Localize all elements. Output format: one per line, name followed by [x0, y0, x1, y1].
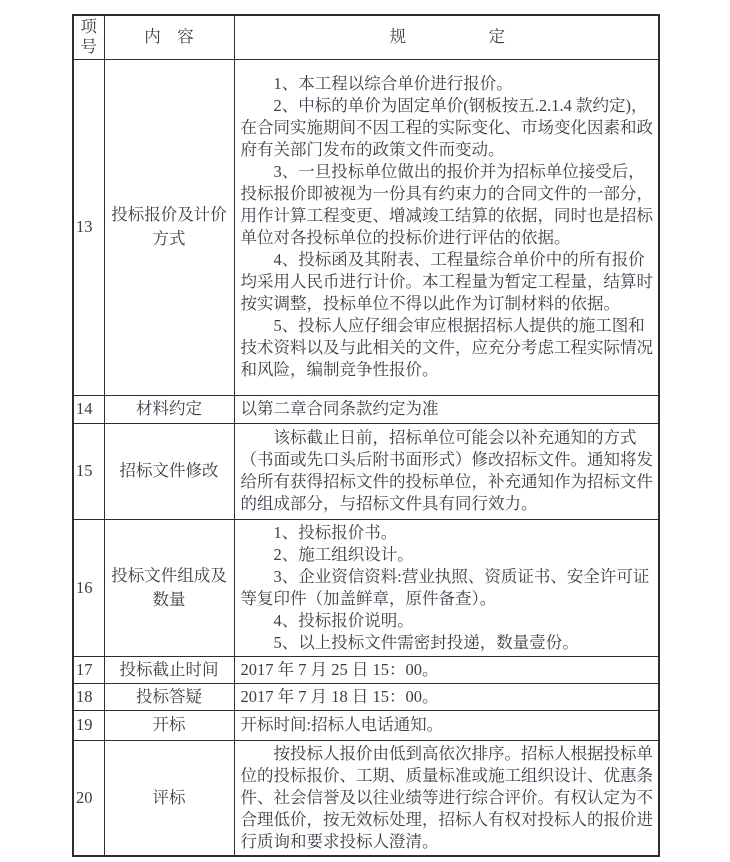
- item-no: 19: [73, 710, 104, 740]
- item-content: 材料约定: [104, 395, 234, 423]
- table-row-14: [73, 395, 659, 423]
- table-row-20: [73, 740, 659, 856]
- rule-paragraph: 按投标人报价由低到高依次排序。招标人根据投标单位的投标报价、工期、质量标准或施工组织设计、优惠条件、社会信誉及以往业绩等进行综合评价。有权认定为不合理低价，按无效标处理，招标人有权对投标人的报价进行质询和要求投标人澄清。: [240, 743, 653, 851]
- item-content: 开标: [104, 710, 234, 740]
- table-row-16: [73, 519, 659, 656]
- rule-paragraph: 2、施工组织设计。: [273, 544, 414, 564]
- table-row-17: [73, 656, 659, 683]
- item-rules: [234, 519, 659, 656]
- item-rules: [234, 423, 659, 519]
- item-no: 20: [73, 740, 104, 856]
- rule-paragraph: 该标截止日前，招标单位可能会以补充通知的方式（书面或先口头后附书面形式）修改招标文件。通知将发给所有获得招标文件的投标单位，补充通知作为招标文件的组成部分，与招标文件具有同行效力。: [240, 428, 653, 513]
- rule-paragraph: 以第二章合同条款约定为准: [240, 399, 439, 418]
- item-rules: [234, 395, 659, 423]
- bid-terms-table: [72, 14, 660, 857]
- item-rules: [234, 683, 659, 710]
- rule-paragraph: 1、投标报价书。: [273, 522, 398, 542]
- table-row-19: [73, 710, 659, 740]
- item-content: 投标报价及计价方式: [104, 59, 234, 395]
- rule-paragraph: 4、投标函及其附表、工程量综合单价中的所有报价均采用人民币进行计价。本工程量为暂定工程量，结算时按实调整，投标单位不得以此作为订制材料的依据。: [240, 250, 653, 313]
- item-rules: [234, 710, 659, 740]
- item-rules: [234, 656, 659, 683]
- rule-paragraph: 3、一旦投标单位做出的报价并为招标单位接受后，投标报价即被视为一份具有约束力的合同文件的一部分，用作计算工程变更、增减竣工结算的依据，同时也是招标单位对各投标单位的投标价进行评估的依据。: [240, 162, 653, 247]
- table-row-13: [73, 59, 659, 395]
- item-no: 18: [73, 683, 104, 710]
- item-no: 15: [73, 423, 104, 519]
- rule-paragraph: 开标时间:招标人电话通知。: [240, 715, 444, 734]
- table-row-18: [73, 683, 659, 710]
- item-rules: [234, 740, 659, 856]
- header-row: [73, 15, 659, 59]
- item-content: 投标截止时间: [104, 656, 234, 683]
- rule-paragraph: 2017 年 7 月 18 日 15：00。: [240, 686, 439, 706]
- rule-paragraph: 2、中标的单价为固定单价(钢板按五.2.1.4 款约定)，在合同实施期间不因工程的实际变化、市场变化因素和政府有关部门发布的政策文件而变动。: [240, 96, 653, 159]
- table-row-15: [73, 423, 659, 519]
- rule-paragraph: 4、投标报价说明。: [273, 610, 414, 630]
- rule-paragraph: 3、企业资信资料:营业执照、资质证书、安全许可证等复印件（加盖鲜章，原件备查）。: [240, 566, 650, 608]
- header-content: 内 容: [104, 15, 234, 59]
- item-content: 投标答疑: [104, 683, 234, 710]
- rule-paragraph: 2017 年 7 月 25 日 15：00。: [240, 659, 439, 679]
- item-content: 投标文件组成及数量: [104, 519, 234, 656]
- rule-paragraph: 1、本工程以综合单价进行报价。: [273, 74, 513, 93]
- rule-paragraph: 5、以上投标文件需密封投递，数量壹份。: [273, 632, 579, 652]
- item-content: 评标: [104, 740, 234, 856]
- item-rules: [234, 59, 659, 395]
- item-no: 16: [73, 519, 104, 656]
- item-content: 招标文件修改: [104, 423, 234, 519]
- item-no: 14: [73, 395, 104, 423]
- item-no: 13: [73, 59, 104, 395]
- header-item-no: 项号: [73, 15, 104, 59]
- header-rule: 规 定: [234, 15, 659, 59]
- rule-paragraph: 5、投标人应仔细会审应根据招标人提供的施工图和技术资料以及与此相关的文件，应充分考虑工程实际情况和风险，编制竞争性报价。: [240, 316, 653, 379]
- item-no: 17: [73, 656, 104, 683]
